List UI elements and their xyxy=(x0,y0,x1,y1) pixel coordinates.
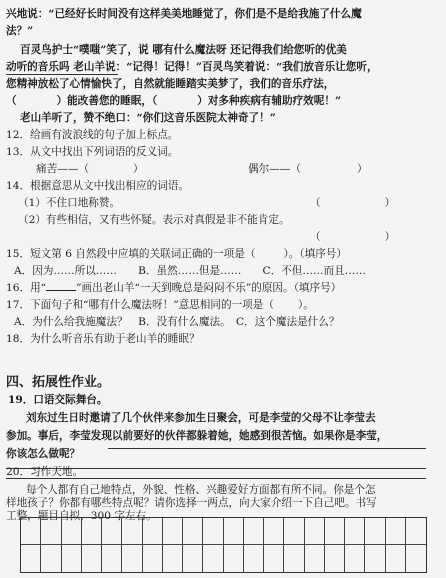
q15-options: A．因为……所以…… B．虽然……但是…… C．不但……而且…… xyxy=(14,265,366,277)
underline-mark xyxy=(46,290,76,291)
grid-cell[interactable] xyxy=(163,518,183,545)
wavy-underline xyxy=(6,74,118,75)
grid-cell[interactable] xyxy=(325,518,345,545)
passage-line: 老山羊听了，赞不绝口：“你们这音乐医院太神奇了！” xyxy=(20,112,276,124)
paren-close: ） xyxy=(384,231,396,243)
q17-text: 17．下面句子和“哪有什么魔法呀！”意思相同的一项是（ xyxy=(6,299,274,311)
q17-end: ）。 xyxy=(297,299,314,311)
q15-end: ）。（填序号） xyxy=(283,248,347,260)
grid-cell[interactable] xyxy=(386,518,406,545)
q15-text: 15．短文第 6 自然段中应填的关联词正确的一项是（ xyxy=(6,248,256,260)
passage-line: 兴地说：“已经好长时间没有这样美美地睡觉了，你们是不是给我施了什么魔 xyxy=(6,8,362,20)
grid-cell[interactable] xyxy=(82,545,102,572)
question-13: 13．从文中找出下列词语的反义词。 xyxy=(6,146,179,158)
q13-word: 痛苦——（ xyxy=(36,163,89,175)
passage-line: 动听的音乐吗 老山羊说：“记得！记得！”百灵鸟笑着说：“我们放音乐让您听， xyxy=(6,61,378,73)
paren-close: ） xyxy=(132,163,144,175)
grid-cell[interactable] xyxy=(183,518,203,545)
grid-cell[interactable] xyxy=(163,545,183,572)
grid-cell[interactable] xyxy=(284,518,304,545)
question-17 xyxy=(6,299,314,311)
grid-cell[interactable] xyxy=(203,518,223,545)
q14-answer[interactable] xyxy=(310,197,395,209)
paren-open: （ xyxy=(310,231,321,243)
grid-cell[interactable] xyxy=(264,518,284,545)
q14-item: （2）有些相信，又有些怀疑。表示对真假是非不能肯定。 xyxy=(18,214,290,226)
grid-cell[interactable] xyxy=(345,545,365,572)
grid-cell[interactable] xyxy=(365,518,385,545)
grid-cell[interactable] xyxy=(224,518,244,545)
section-title: 四、拓展性作业。 xyxy=(6,375,111,390)
passage-line: 您精神放松了心情愉快了，自然就能睡踏实美梦了，我们的音乐疗法， xyxy=(6,78,335,90)
grid-cell[interactable] xyxy=(41,518,61,545)
question-18: 18．为什么听音乐有助于老山羊的睡眠？ xyxy=(6,333,200,345)
blank-text: ）能改善您的睡眠，（ xyxy=(56,95,158,107)
paren-close: ） xyxy=(384,197,396,209)
q16-text: ”画出老山羊“一天到晚总是闷闷不乐”的原因。（填序号） xyxy=(76,282,342,294)
grid-cell[interactable] xyxy=(82,518,102,545)
q14-answer[interactable] xyxy=(310,231,395,243)
grid-cell[interactable] xyxy=(102,518,122,545)
grid-cell[interactable] xyxy=(21,518,41,545)
q13-word: 偶尔——（ xyxy=(248,163,301,175)
blank-open: （ xyxy=(6,95,17,107)
grid-cell[interactable] xyxy=(365,545,385,572)
q19-text: 你该怎么做呢？ xyxy=(6,448,81,460)
grid-cell[interactable] xyxy=(305,518,325,545)
composition-grid[interactable] xyxy=(20,517,427,573)
grid-cell[interactable] xyxy=(305,545,325,572)
q13-item xyxy=(248,163,368,175)
grid-cell[interactable] xyxy=(386,545,406,572)
grid-cell[interactable] xyxy=(244,545,264,572)
q17-options: A．为什么给我施魔法？ B．没有什么魔法。 C．这个魔法是什么？ xyxy=(14,316,340,328)
grid-cell[interactable] xyxy=(122,518,142,545)
grid-cell[interactable] xyxy=(345,518,365,545)
grid-cell[interactable] xyxy=(62,518,82,545)
question-15 xyxy=(6,248,347,260)
answer-line[interactable] xyxy=(6,478,426,479)
q20-text: 样地孩子？你都有哪些特点呢？请你选择一两点，向大家介绍一下自己吧。书写 xyxy=(6,497,377,509)
q19-text: 参加。事后，李莹发现以前要好的伙伴都躲着她，她感到很苦恼。如果你是李莹， xyxy=(6,430,388,442)
grid-cell[interactable] xyxy=(41,545,61,572)
passage-line: 百灵鸟护士“噗嗤”笑了，说 哪有什么魔法呀 还记得我们给您听的优美 xyxy=(20,44,347,56)
grid-cell[interactable] xyxy=(183,545,203,572)
answer-line[interactable] xyxy=(108,448,426,449)
question-12: 12．给画有波浪线的句子加上标点。 xyxy=(6,129,179,141)
grid-cell[interactable] xyxy=(284,545,304,572)
q14-item: （1）不住口地称赞。 xyxy=(18,197,121,209)
grid-cell[interactable] xyxy=(406,518,426,545)
q13-item xyxy=(36,163,144,175)
grid-cell[interactable] xyxy=(62,545,82,572)
grid-cell[interactable] xyxy=(143,518,163,545)
grid-cell[interactable] xyxy=(224,545,244,572)
passage-line: 法？” xyxy=(6,25,34,37)
question-16 xyxy=(6,282,341,294)
question-20: 20．习作天地。 xyxy=(6,466,84,478)
grid-cell[interactable] xyxy=(244,518,264,545)
grid-cell[interactable] xyxy=(325,545,345,572)
passage-line xyxy=(6,95,341,107)
grid-cell[interactable] xyxy=(102,545,122,572)
q20-text: 工整，题目自拟，300 字左右。 xyxy=(6,510,157,522)
paren-close: ） xyxy=(356,163,368,175)
paren-open: （ xyxy=(310,197,321,209)
question-14: 14．根据意思从文中找出相应的词语。 xyxy=(6,180,189,192)
grid-cell[interactable] xyxy=(143,545,163,572)
grid-cell[interactable] xyxy=(264,545,284,572)
grid-cell[interactable] xyxy=(122,545,142,572)
q16-text: 16．用“ xyxy=(6,282,47,294)
grid-cell[interactable] xyxy=(21,545,41,572)
blank-text: ）对多种疾病有辅助疗效呢！” xyxy=(197,95,342,107)
q20-text: 每个人都有自己地特点，外貌、性格、兴趣爱好方面都有所不同。你是个怎 xyxy=(26,484,376,496)
grid-cell[interactable] xyxy=(406,545,426,572)
question-19: 19．口语交际舞台。 xyxy=(8,394,108,406)
grid-cell[interactable] xyxy=(203,545,223,572)
q19-text: 刘东过生日时邀请了几个伙伴来参加生日聚会，可是李莹的父母不让李莹去 xyxy=(26,412,376,424)
